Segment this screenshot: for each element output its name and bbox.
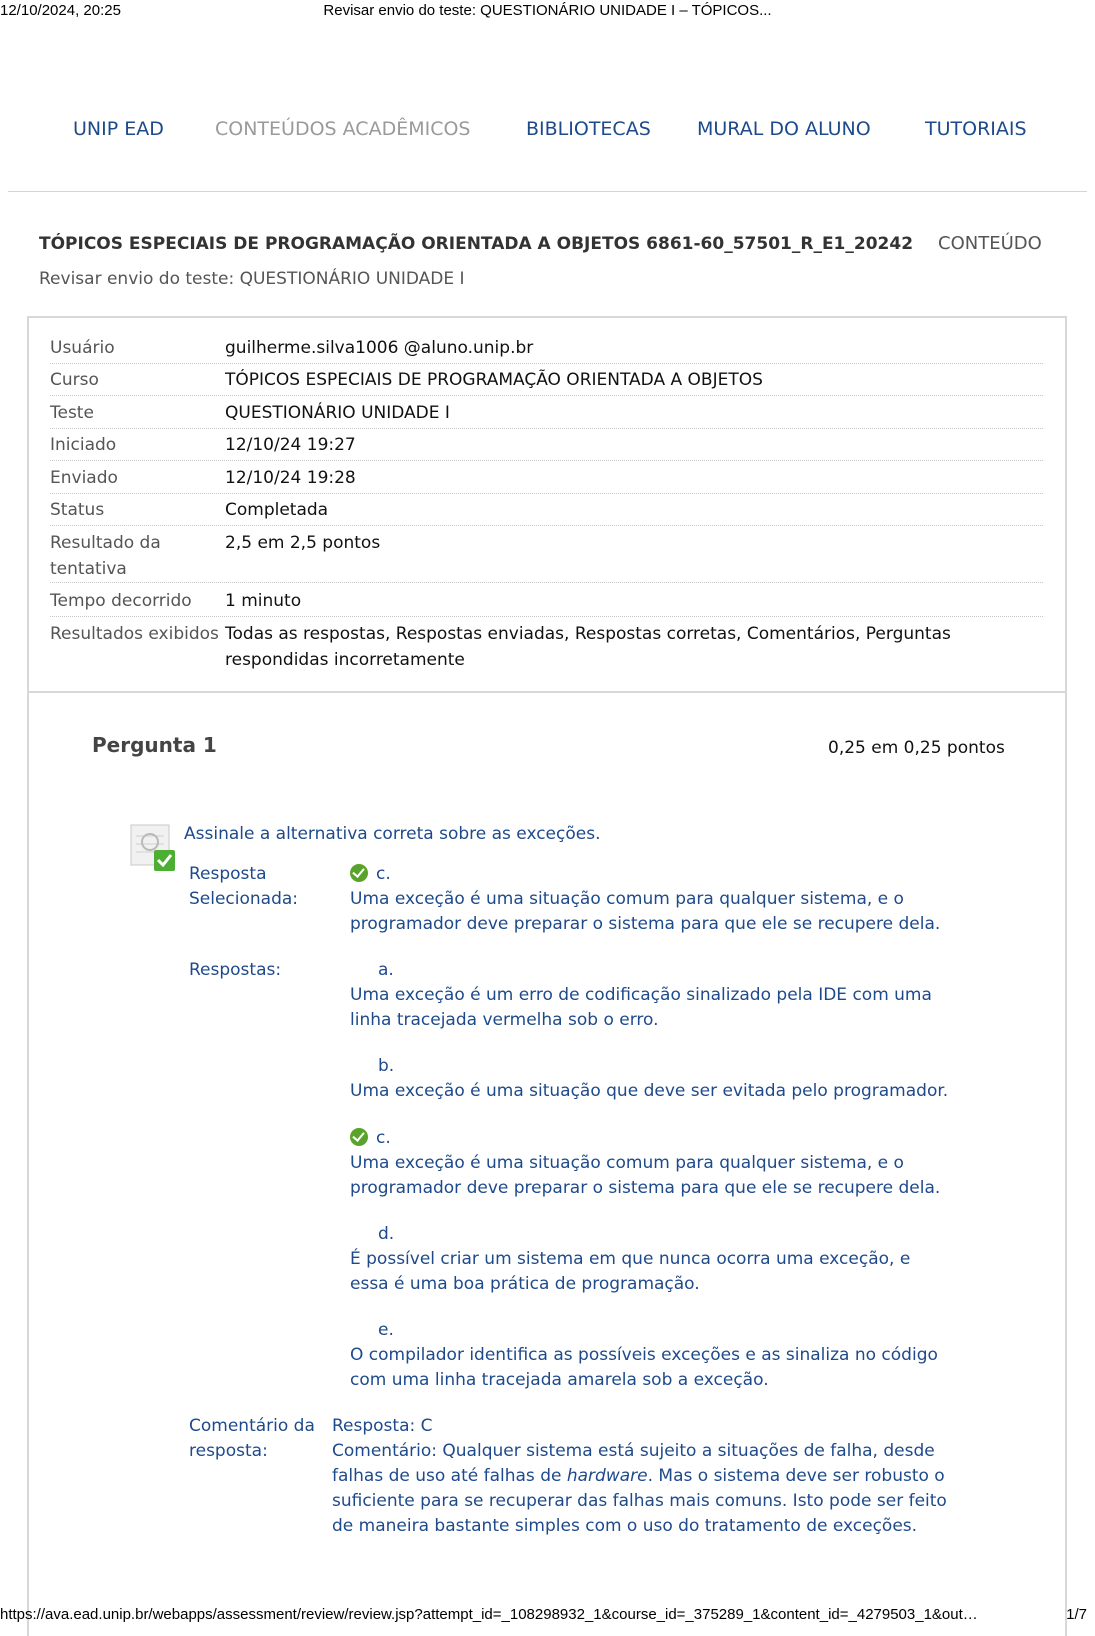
info-label: Teste bbox=[50, 403, 94, 423]
page-subtitle: Revisar envio do teste: QUESTIONÁRIO UNIDADE I bbox=[39, 269, 465, 289]
print-datetime: 12/10/2024, 20:25 bbox=[0, 2, 121, 19]
answer-letter: c. bbox=[376, 1128, 391, 1148]
comment-label: Comentário da resposta: bbox=[189, 1416, 315, 1461]
nav-divider bbox=[8, 191, 1087, 192]
info-row-curso bbox=[50, 367, 1043, 396]
print-page-title: Revisar envio do teste: QUESTIONÁRIO UNIDADE I – TÓPICOS... bbox=[323, 2, 772, 19]
answer-text: É possível criar um sistema em que nunca ocorra uma exceção, e essa é uma boa prática de programação. bbox=[350, 1249, 911, 1294]
selected-answer-label: Resposta Selecionada: bbox=[189, 864, 299, 909]
print-url: https://ava.ead.unip.br/webapps/assessment/review/review.jsp?attempt_id=_108298932_1&course_id=_375289_1&content_id=_4279503_1&out… bbox=[0, 1606, 978, 1623]
answer-text: Uma exceção é uma situação que deve ser evitada pelo programador. bbox=[350, 1081, 949, 1101]
nav-unip-ead[interactable]: UNIP EAD bbox=[73, 118, 164, 140]
answers-label: Respostas: bbox=[189, 960, 282, 980]
info-row-iniciado bbox=[50, 432, 1043, 461]
selected-answer bbox=[350, 862, 950, 937]
info-row-resultados-exibidos bbox=[50, 621, 1043, 673]
comment-text bbox=[332, 1439, 950, 1539]
info-value: 2,5 em 2,5 pontos bbox=[225, 533, 381, 553]
nav-mural-do-aluno[interactable]: MURAL DO ALUNO bbox=[697, 118, 871, 140]
answer-text: Uma exceção é um erro de codificação sinalizado pela IDE com uma linha tracejada vermelha sob o erro. bbox=[350, 985, 932, 1030]
info-row-tempo bbox=[50, 588, 1043, 617]
comment-text-part: Comentário: Qualquer sistema está sujeito a situações de falha, desde falhas de uso até falhas de bbox=[332, 1441, 935, 1486]
answer-comment bbox=[332, 1414, 950, 1539]
conteudo-link[interactable]: CONTEÚDO bbox=[938, 233, 1042, 254]
info-label: Resultados exibidos bbox=[50, 624, 219, 644]
check-icon bbox=[350, 864, 368, 882]
comment-italic-term: hardware bbox=[566, 1466, 648, 1486]
question-title: Pergunta 1 bbox=[92, 733, 217, 757]
selected-answer-text: Uma exceção é uma situação comum para qualquer sistema, e o programador deve preparar o sistema para que ele se recupere dela. bbox=[350, 889, 941, 934]
info-row-usuario bbox=[50, 335, 1043, 364]
info-label: Resultado da tentativa bbox=[50, 533, 161, 579]
nav-tutoriais[interactable]: TUTORIAIS bbox=[925, 118, 1027, 140]
info-label: Status bbox=[50, 500, 105, 520]
answer-letter: d. bbox=[378, 1224, 395, 1244]
answer-option-e bbox=[350, 1318, 950, 1393]
answer-option-c bbox=[350, 1126, 950, 1201]
info-label: Iniciado bbox=[50, 435, 117, 455]
answer-option-b bbox=[350, 1054, 950, 1104]
answer-letter: e. bbox=[378, 1320, 394, 1340]
info-value: Todas as respostas, Respostas enviadas, Respostas corretas, Comentários, Perguntas respondidas incorretamente bbox=[225, 624, 951, 670]
info-row-resultado bbox=[50, 530, 1043, 583]
info-label: Enviado bbox=[50, 468, 118, 488]
answer-text: Uma exceção é uma situação comum para qualquer sistema, e o programador deve preparar o sistema para que ele se recupere dela. bbox=[350, 1153, 941, 1198]
comment-answer: Resposta: C bbox=[332, 1416, 433, 1436]
info-row-status bbox=[50, 497, 1043, 526]
answer-letter: a. bbox=[378, 960, 394, 980]
print-footer bbox=[0, 1604, 1095, 1626]
info-value: 12/10/24 19:28 bbox=[225, 468, 356, 488]
info-value: guilherme.silva1006 @aluno.unip.br bbox=[225, 338, 534, 358]
comment-text-part: . Mas o sistema deve ser robusto o suficiente para se recuperar das falhas mais comuns. Isto pode ser feito de maneira bastante simples com o uso do tratamento de exceções. bbox=[332, 1466, 947, 1536]
top-navigation bbox=[0, 118, 1095, 148]
question-score: 0,25 em 0,25 pontos bbox=[828, 738, 1005, 758]
info-label: Tempo decorrido bbox=[50, 591, 192, 611]
info-label: Curso bbox=[50, 370, 99, 390]
course-title: TÓPICOS ESPECIAIS DE PROGRAMAÇÃO ORIENTADA A OBJETOS 6861-60_57501_R_E1_20242 bbox=[39, 234, 914, 254]
info-label: Usuário bbox=[50, 338, 115, 358]
info-value: 1 minuto bbox=[225, 591, 302, 611]
answer-text: O compilador identifica as possíveis exceções e as sinaliza no código com uma linha tracejada amarela sob a exceção. bbox=[350, 1345, 938, 1390]
answer-option-a bbox=[350, 958, 950, 1033]
nav-bibliotecas[interactable]: BIBLIOTECAS bbox=[526, 118, 651, 140]
nav-conteudos-academicos[interactable]: CONTEÚDOS ACADÊMICOS bbox=[215, 118, 471, 140]
info-row-enviado bbox=[50, 465, 1043, 494]
correct-question-icon bbox=[130, 824, 176, 872]
answer-option-d bbox=[350, 1222, 950, 1297]
print-page-number: 1/7 bbox=[1066, 1606, 1087, 1623]
info-value: Completada bbox=[225, 500, 329, 520]
info-value: QUESTIONÁRIO UNIDADE I bbox=[225, 403, 450, 423]
check-icon bbox=[350, 1128, 368, 1146]
selected-answer-letter: c. bbox=[376, 864, 391, 884]
info-value: TÓPICOS ESPECIAIS DE PROGRAMAÇÃO ORIENTADA A OBJETOS bbox=[225, 370, 763, 390]
info-value: 12/10/24 19:27 bbox=[225, 435, 356, 455]
question-text: Assinale a alternativa correta sobre as exceções. bbox=[184, 824, 601, 844]
info-row-teste bbox=[50, 400, 1043, 429]
print-header bbox=[0, 0, 1095, 22]
answer-letter: b. bbox=[378, 1056, 395, 1076]
